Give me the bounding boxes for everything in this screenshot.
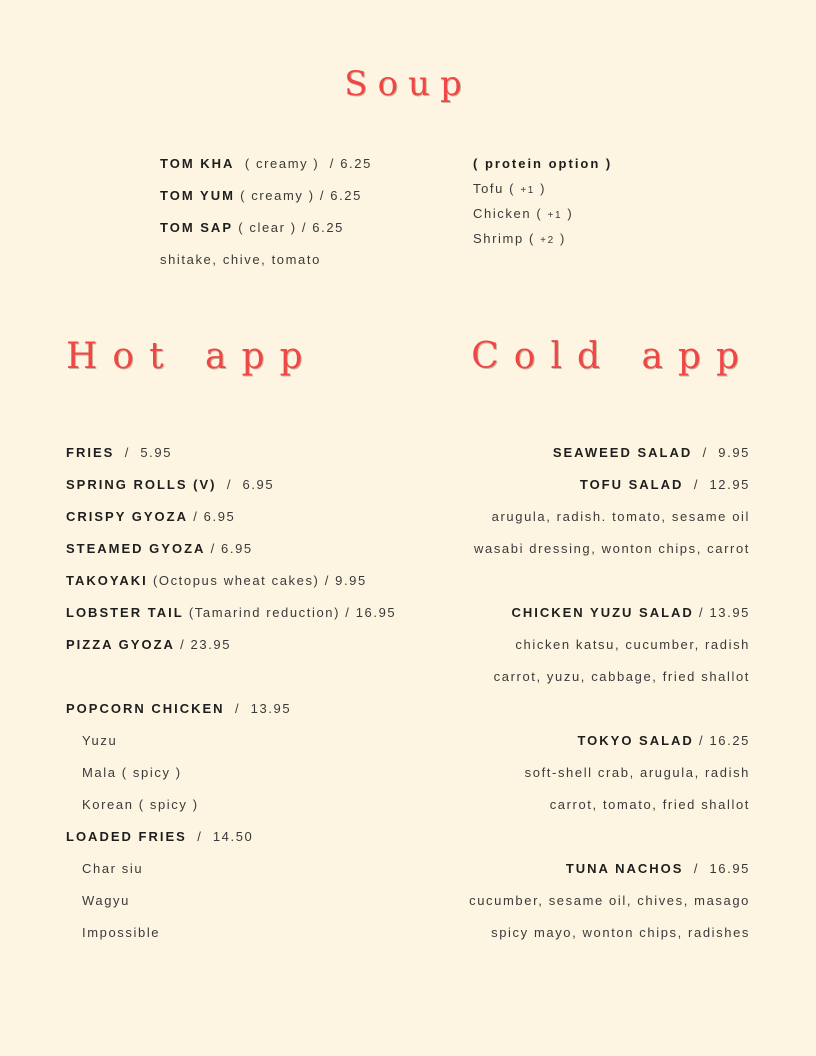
cold-item-tofu-salad bbox=[469, 469, 750, 501]
item-detail: / 16.25 bbox=[693, 733, 750, 748]
item-detail: / 6.95 bbox=[216, 477, 275, 492]
protein-option-heading: ( protein option ) bbox=[473, 156, 613, 171]
protein-option-title bbox=[473, 151, 612, 176]
item-name: TOM KHA bbox=[160, 156, 235, 171]
option-name: Shrimp ( bbox=[473, 231, 541, 246]
topping-option: Impossible bbox=[82, 925, 161, 940]
item-name: LOADED FRIES bbox=[66, 829, 187, 844]
cold-item-tokyo-salad bbox=[469, 725, 750, 757]
item-description: soft-shell crab, arugula, radish bbox=[524, 765, 750, 780]
soup-item-tom-yum bbox=[160, 180, 372, 212]
hot-app-heading: Hot app bbox=[66, 336, 318, 377]
spacer bbox=[469, 693, 750, 725]
protein-option-chicken bbox=[473, 201, 612, 226]
soup-list bbox=[160, 148, 372, 276]
item-name: TOFU SALAD bbox=[579, 477, 684, 492]
hot-item-steamed-gyoza bbox=[66, 533, 396, 565]
item-description: arugula, radish. tomato, sesame oil bbox=[491, 509, 750, 524]
item-detail: / 12.95 bbox=[683, 477, 750, 492]
option-close: ) bbox=[534, 181, 547, 196]
item-detail: ( clear ) / 6.25 bbox=[233, 220, 345, 235]
topping-option: Wagyu bbox=[82, 893, 130, 908]
item-name: CHICKEN YUZU SALAD bbox=[511, 605, 694, 620]
cold-app-list bbox=[469, 437, 750, 949]
hot-app-list bbox=[66, 437, 396, 949]
item-detail: / 6.95 bbox=[205, 541, 253, 556]
cold-item-chicken-yuzu-salad bbox=[469, 597, 750, 629]
protein-option-shrimp bbox=[473, 226, 612, 251]
item-name: TOM SAP bbox=[160, 220, 233, 235]
item-detail: ( creamy ) / 6.25 bbox=[234, 188, 362, 203]
protein-option-tofu bbox=[473, 176, 612, 201]
flavor-option: Korean ( spicy ) bbox=[82, 797, 199, 812]
hot-item-takoyaki bbox=[66, 565, 396, 597]
item-name: TOKYO SALAD bbox=[577, 733, 694, 748]
spacer bbox=[469, 565, 750, 597]
hot-item-crispy-gyoza bbox=[66, 501, 396, 533]
hot-item-pizza-gyoza bbox=[66, 629, 396, 661]
protein-option-list bbox=[473, 151, 612, 251]
item-detail: / 5.95 bbox=[114, 445, 173, 460]
item-name: TUNA NACHOS bbox=[565, 861, 684, 876]
item-name: TAKOYAKI bbox=[66, 573, 148, 588]
item-description: spicy mayo, wonton chips, radishes bbox=[491, 925, 750, 940]
cold-item-seaweed-salad bbox=[469, 437, 750, 469]
item-name: LOBSTER TAIL bbox=[66, 605, 184, 620]
spacer bbox=[469, 821, 750, 853]
item-detail: / 6.95 bbox=[188, 509, 236, 524]
flavor-option: Yuzu bbox=[82, 733, 118, 748]
option-name: Chicken ( bbox=[473, 206, 548, 221]
item-description: cucumber, sesame oil, chives, masago bbox=[469, 893, 750, 908]
item-description: carrot, yuzu, cabbage, fried shallot bbox=[493, 669, 750, 684]
item-name: STEAMED GYOZA bbox=[66, 541, 206, 556]
flavor-option: Mala ( spicy ) bbox=[82, 765, 182, 780]
cold-app-heading: Cold app bbox=[471, 336, 754, 377]
item-name: POPCORN CHICKEN bbox=[66, 701, 225, 716]
item-detail: / 9.95 bbox=[692, 445, 750, 460]
hot-item-spring-rolls bbox=[66, 469, 396, 501]
item-detail: / 23.95 bbox=[174, 637, 232, 652]
option-close: ) bbox=[554, 231, 566, 246]
item-description: chicken katsu, cucumber, radish bbox=[515, 637, 750, 652]
item-detail: / 14.50 bbox=[186, 829, 254, 844]
hot-item-lobster-tail bbox=[66, 597, 396, 629]
item-name: TOM YUM bbox=[160, 188, 235, 203]
item-description: carrot, tomato, fried shallot bbox=[549, 797, 750, 812]
hot-item-popcorn-chicken bbox=[66, 693, 396, 725]
option-price: +1 bbox=[520, 185, 535, 196]
item-description: wasabi dressing, wonton chips, carrot bbox=[474, 541, 750, 556]
item-detail: (Tamarind reduction) / 16.95 bbox=[183, 605, 397, 620]
item-name: PIZZA GYOZA bbox=[66, 637, 175, 652]
item-name: FRIES bbox=[66, 445, 115, 460]
soup-heading: Soup bbox=[344, 64, 472, 104]
soup-item-tom-sap bbox=[160, 212, 372, 244]
option-name: Tofu ( bbox=[473, 181, 521, 196]
item-name: SEAWEED SALAD bbox=[552, 445, 693, 460]
item-detail: / 13.95 bbox=[693, 605, 750, 620]
item-detail: / 13.95 bbox=[224, 701, 292, 716]
cold-item-tuna-nachos bbox=[469, 853, 750, 885]
soup-toppings: shitake, chive, tomato bbox=[160, 252, 321, 267]
item-detail: / 16.95 bbox=[683, 861, 750, 876]
soup-item-tom-kha bbox=[160, 148, 372, 180]
hot-item-fries bbox=[66, 437, 396, 469]
hot-item-loaded-fries bbox=[66, 821, 396, 853]
spacer bbox=[66, 661, 396, 693]
option-price: +1 bbox=[547, 210, 563, 221]
option-price: +2 bbox=[540, 235, 555, 246]
item-detail: ( creamy ) / 6.25 bbox=[234, 156, 372, 171]
item-detail: (Octopus wheat cakes) / 9.95 bbox=[147, 573, 367, 588]
topping-option: Char siu bbox=[82, 861, 144, 876]
item-name: SPRING ROLLS (V) bbox=[66, 477, 217, 492]
item-name: CRISPY GYOZA bbox=[66, 509, 189, 524]
option-close: ) bbox=[562, 206, 574, 221]
